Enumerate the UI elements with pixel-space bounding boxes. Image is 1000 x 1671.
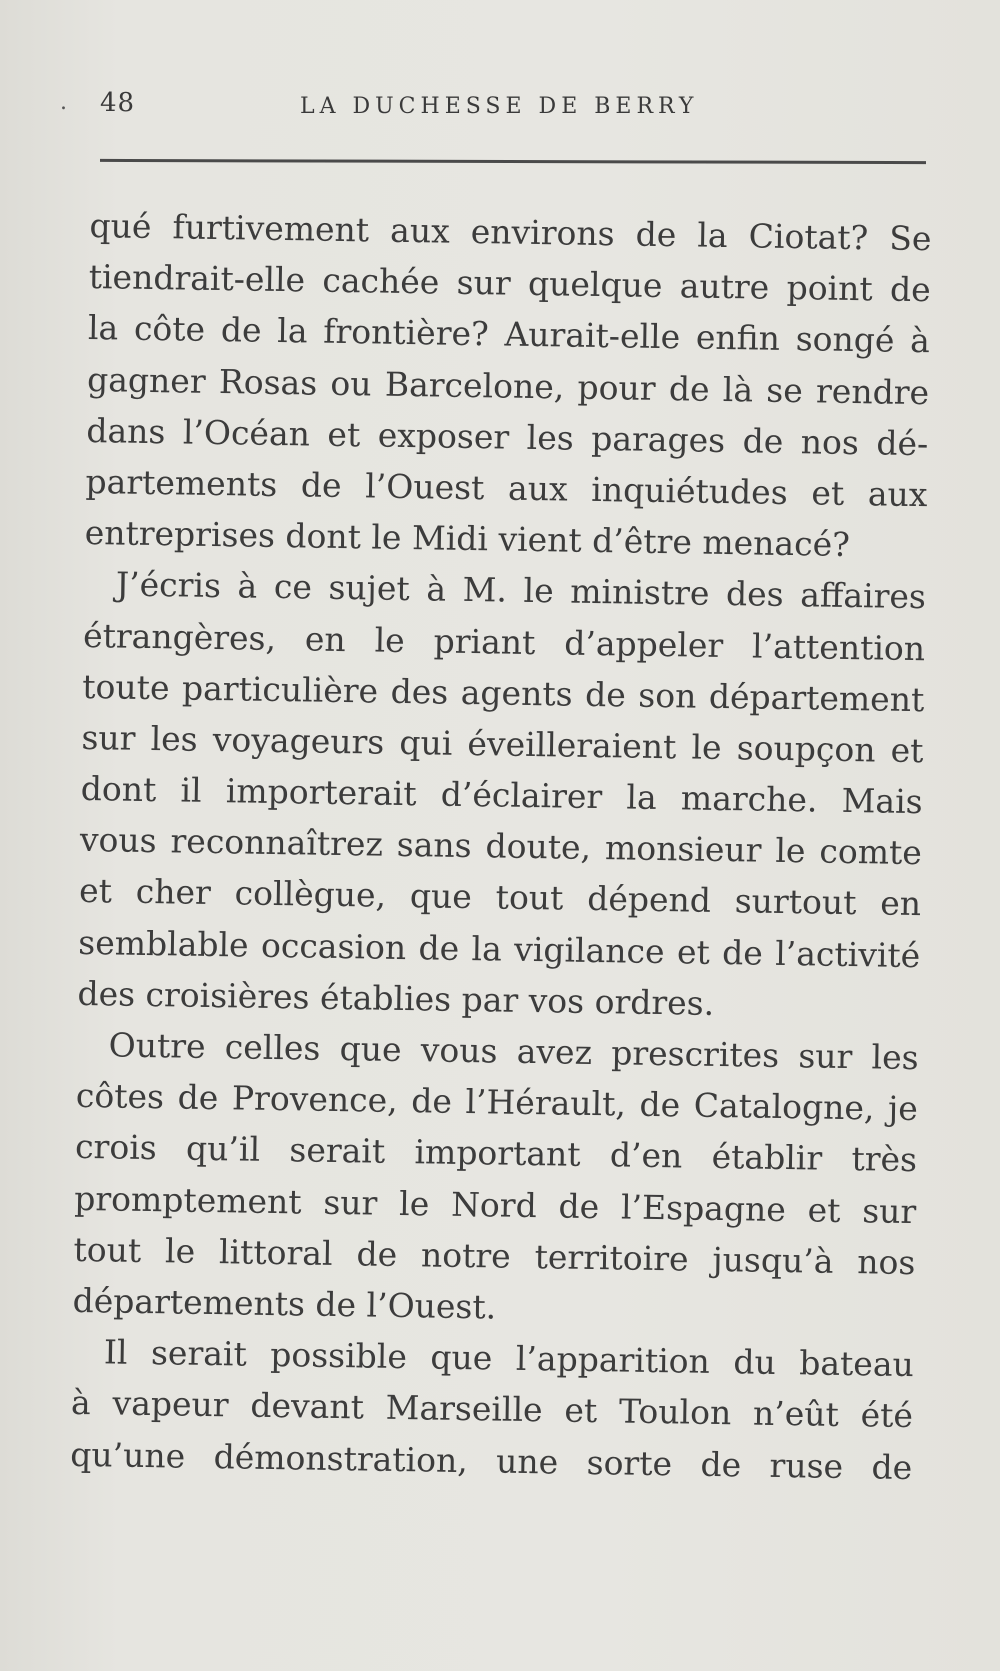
page-header: . 48 LA DUCHESSE DE BERRY xyxy=(60,88,699,119)
running-title: LA DUCHESSE DE BERRY xyxy=(300,94,699,119)
text-line: départements de l’Ouest. xyxy=(72,1280,497,1327)
text-line: toute particulière des agents de son département xyxy=(82,666,925,719)
text-line: sur les voyageurs qui éveilleraient le soupçon et xyxy=(81,717,924,771)
text-line: dans l’Océan et exposer les parages de nos dé- xyxy=(86,410,929,463)
text-line: semblable occasion de la vigilance et de l’activité xyxy=(78,922,921,975)
text-line: gagner Rosas ou Barcelone, pour de là se rendre xyxy=(86,359,930,412)
text-line: promptement sur le Nord de l’Espagne et sur xyxy=(74,1178,917,1231)
text-line: qué furtivement aux environs de la Ciotat? Se xyxy=(89,205,932,259)
text-line: Il serait possible que l’apparition du bateau xyxy=(103,1332,915,1385)
text-line: tiendrait-elle cachée sur quelque autre point de xyxy=(88,257,931,310)
text-line: dont il importerait d’éclairer la marche. Mais xyxy=(80,768,923,822)
paragraph xyxy=(70,1326,914,1493)
text-line: la côte de la frontière? Aurait-elle enfin songé à xyxy=(87,308,931,361)
paragraph xyxy=(84,200,932,571)
header-rule xyxy=(100,159,926,164)
text-line: des croisières établies par vos ordres. xyxy=(77,973,715,1023)
text-line: partements de l’Ouest aux inquiétudes et aux xyxy=(85,461,928,515)
body-text xyxy=(70,200,932,1493)
paragraph xyxy=(72,1019,919,1339)
text-line: tout le littoral de notre territoire jusqu’à nos xyxy=(73,1229,916,1282)
text-line: étrangères, en le priant d’appeler l’attention xyxy=(82,615,926,668)
text-line: entreprises dont le Midi vient d’être menacé? xyxy=(84,513,851,565)
text-line: à vapeur devant Marseille et Toulon n’eût été xyxy=(70,1383,914,1436)
text-line: vous reconnaîtrez sans doute, monsieur le comte xyxy=(79,820,923,873)
text-line: qu’une démonstration, une sorte de ruse de xyxy=(69,1434,913,1487)
paragraph xyxy=(77,558,926,1032)
page-number: 48 xyxy=(100,88,136,118)
text-line: J’écris à ce sujet à M. le ministre des affaires xyxy=(115,564,927,617)
text-line: côtes de Provence, de l’Hérault, de Catalogne, je xyxy=(75,1076,919,1129)
text-line: et cher collègue, que tout dépend surtout en xyxy=(78,871,922,924)
text-line: Outre celles que vous avez prescrites sur les xyxy=(108,1025,919,1078)
text-line: crois qu’il serait important d’en établir très xyxy=(74,1127,918,1180)
